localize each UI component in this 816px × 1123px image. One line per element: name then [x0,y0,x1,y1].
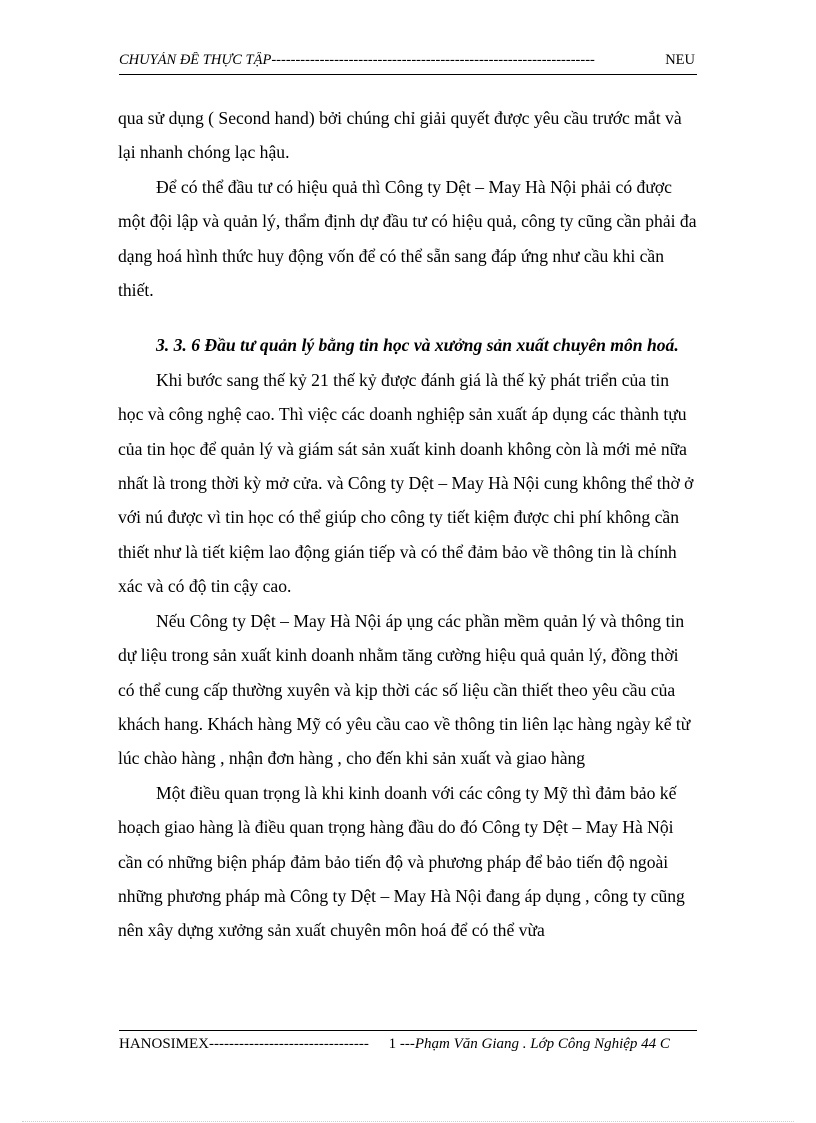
paragraph-5: Một điều quan trọng là khi kinh doanh với các công ty Mỹ thì đảm bảo kế hoạch giao hàng là điều quan trọng hàng đầu do đó Công ty Dệt – May Hà Nội cần có những biện pháp đảm bảo tiến độ và phương pháp để bảo tiến độ ngoài những phương pháp mà Công ty Dệt – May Hà Nội đang áp dụng , công ty cũng nên xây dựng xưởng sản xuất chuyên môn hoá để có thể vừa [118,782,685,941]
header-dashes: ------------------------------------------------------------------- [271,52,595,68]
header-title: CHUYÁN ĐỀ THỰC TẬP [119,52,272,68]
footer-dashes: --- [399,1036,415,1052]
page-number: 1 [388,1036,397,1052]
paragraph-1: qua sử dụng ( Second hand) bởi chúng chỉ giải quyết được yêu cầu trước mắt và lại nhanh chóng lạc hậu. [118,108,682,163]
section-heading: 3. 3. 6 Đầu tư quản lý bằng tin học và xưởng sản xuất chuyên môn hoá. [156,335,679,356]
paragraph-3: Khi bước sang thế kỷ 21 thế kỷ được đánh giá là thế kỷ phát triển của tin học và công nghệ cao. Thì việc các doanh nghiệp sản xuất áp dụng các thành tựu của tin học để quản lý và giám sát sản xuất kinh doanh không còn là mới mẻ nữa nhất là trong thời kỳ mở cửa. và Công ty Dệt – May Hà Nội cung không thể thờ ở với nú được vì tin học có thể giúp cho công ty tiết kiệm được chi phí không cần thiết như là tiết kiệm lao động gián tiếp và có thể đảm bảo về thông tin là chính xác và có độ tin cậy cao. [118,369,694,597]
footer-rule [119,1030,697,1031]
footer-company: HANOSIMEX-------------------------------- [119,1036,369,1052]
paragraph-2: Để có thể đầu tư có hiệu quả thì Công ty Dệt – May Hà Nội phải có được một đội lập và quản lý, thẩm định dự đầu tư có hiệu quả, công ty cũng cần phải đa dạng hoá hình thức huy động vốn để có thể sẵn sang đáp ứng như cầu khi cần thiết. [118,176,697,301]
page-bottom-dotted-line [22,1121,794,1122]
document-body [118,101,698,948]
page-header [119,52,695,69]
header-right-label: NEU [665,52,695,68]
header-rule [119,74,697,75]
paragraph-4: Nếu Công ty Dệt – May Hà Nội áp ụng các phần mềm quản lý và thông tin dự liệu trong sản xuất kinh doanh nhằm tăng cường hiệu quả quản lý, đồng thời có thể cung cấp thường xuyên và kịp thời các số liệu cần thiết theo yêu cầu của khách hang. Khách hàng Mỹ có yêu cầu cao về thông tin liên lạc hàng ngày kể từ lúc chào hàng , nhận đơn hàng , cho đến khi sản xuất và giao hàng [118,610,691,769]
page-footer [119,1035,697,1054]
footer-author: Phạm Văn Giang . Lớp Công Nghiệp 44 C [414,1036,670,1052]
